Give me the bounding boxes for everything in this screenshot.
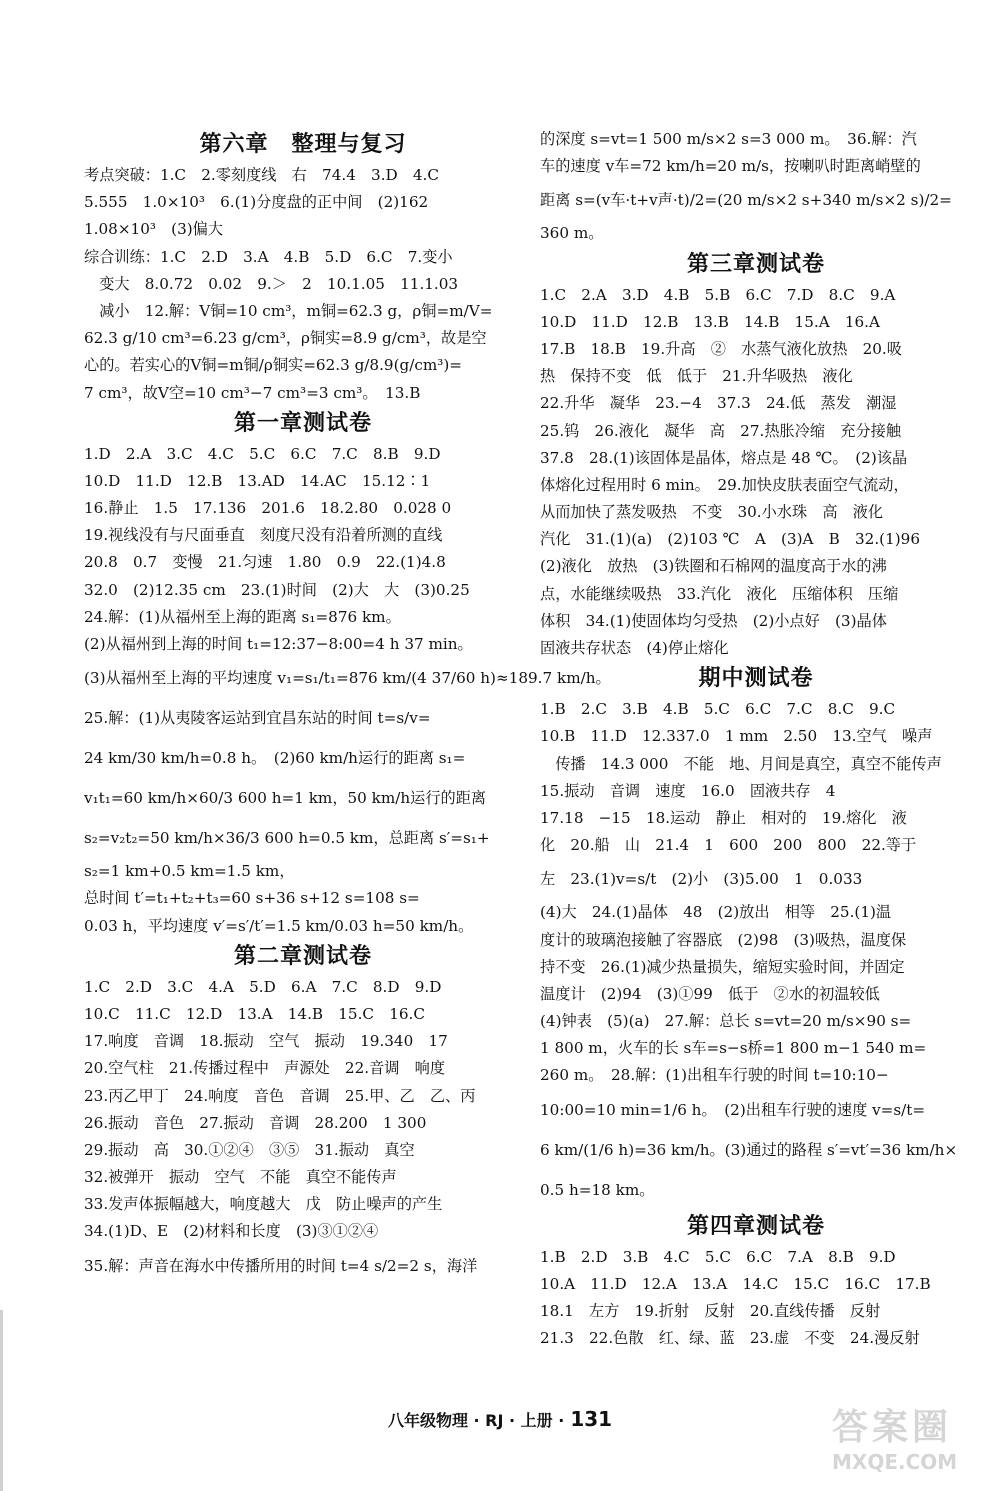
answer-line: 距离 s=(v车·t+v声·t)/2=(20 m/s×2 s+340 m/s×2 s)/2= (540, 191, 952, 210)
answer-line: 20.空气柱 21.传播过程中 声源处 22.音调 响度 (84, 1059, 446, 1078)
answer-line: (2)液化 放热 (3)铁圈和石棉网的温度高于水的沸 (540, 557, 887, 576)
answer-line: 0.03 h，平均速度 v′=s′/t′=1.5 km/0.03 h=50 km/h。 (84, 916, 474, 935)
answer-line: (4)大 24.(1)晶体 48 (2)放出 相等 25.(1)温 (540, 903, 892, 922)
answer-line: 心的。若实心的V铜=m铜/ρ铜实=62.3 g/8.9(g/cm³)= (84, 356, 462, 375)
answer-line: 360 m。 (540, 224, 604, 243)
answer-line: 37.8 28.(1)该固体是晶体，熔点是 48 ℃。 (2)该晶 (540, 448, 908, 467)
answer-line: 10:00=10 min=1/6 h。 (2)出租车行驶的速度 v=s/t= (540, 1100, 926, 1119)
answer-line: 35.解：声音在海水中传播所用的时间 t=4 s/2=2 s，海洋 (84, 1256, 478, 1275)
answer-line: 左 23.(1)v=s/t (2)小 (3)5.00 1 0.033 (540, 870, 863, 889)
answer-line: 温度计 (2)94 (3)①99 低于 ②水的初温较低 (540, 984, 880, 1003)
answer-line: 25.钨 26.液化 凝华 高 27.热胀冷缩 充分接触 (540, 421, 902, 440)
answer-line: 1.B 2.C 3.B 4.B 5.C 6.C 7.C 8.C 9.C (540, 700, 896, 719)
watermark-logo (832, 1399, 982, 1477)
chapter6-answers (84, 162, 522, 407)
chapter2-heading: 第二章测试卷 (233, 943, 372, 969)
answer-line: 化 20.船 山 21.4 1 600 200 800 22.等于 (540, 836, 917, 855)
answer-line: 变大 8.0.72 0.02 9.＞ 2 10.1.05 11.1.03 (84, 274, 459, 293)
answer-line: 10.D 11.D 12.B 13.AD 14.AC 15.12∶1 (84, 471, 431, 490)
answer-line: 16.静止 1.5 17.136 201.6 18.2.80 0.028 0 (84, 499, 452, 518)
answer-line: 的深度 s=vt=1 500 m/s×2 s=3 000 m。 36.解：汽 (540, 130, 917, 148)
chapter1-heading: 第一章测试卷 (233, 410, 372, 436)
answer-line: 33.发声体振幅越大，响度越大 戊 防止噪声的产生 (84, 1195, 443, 1214)
answer-line: 1.08×10³ (3)偏大 (84, 220, 224, 239)
answer-line: 5.555 1.0×10³ 6.(1)分度盘的正中间 (2)162 (84, 193, 429, 212)
answer-line: 10.D 11.D 12.B 13.B 14.B 15.A 16.A (540, 312, 880, 331)
answer-line: 考点突破：1.C 2.零刻度线 右 74.4 3.D 4.C (84, 166, 440, 184)
page-edge-shadow (0, 1310, 3, 1491)
answer-line: 点，水能继续吸热 33.汽化 液化 压缩体积 压缩 (540, 584, 899, 603)
answer-line: (2)从福州到上海的时间 t₁=12:37−8:00=4 h 37 min。 (84, 635, 473, 653)
answer-line: 综合训练：1.C 2.D 3.A 4.B 5.D 6.C 7.变小 (84, 247, 453, 266)
answer-line: 15.振动 音调 速度 16.0 固液共存 4 (540, 781, 836, 800)
answer-line: 62.3 g/10 cm³=6.23 g/cm³，ρ铜实=8.9 g/cm³，故是空 (84, 329, 487, 348)
answer-line: 0.5 h=18 km。 (540, 1180, 655, 1199)
answer-line: 34.(1)D、E (2)材料和长度 (3)③①②④ (84, 1222, 379, 1241)
chapter2-answers (84, 974, 522, 1286)
chapter1-answers (84, 441, 611, 940)
midterm-heading: 期中测试卷 (698, 666, 814, 692)
chapter2-continued (540, 126, 972, 248)
answer-line: 23.丙乙甲丁 24.响度 音色 音调 25.甲、乙 乙、丙 (84, 1086, 476, 1105)
answer-line: 6 km/(1/6 h)=36 km/h。(3)通过的路程 s′=vt′=36 km/h× (540, 1140, 958, 1159)
chapter3-heading: 第三章测试卷 (686, 251, 825, 277)
answer-line: 体积 34.(1)使固体均匀受热 (2)小点好 (3)晶体 (540, 611, 887, 630)
answer-line: 1.C 2.D 3.C 4.A 5.D 6.A 7.C 8.D 9.D (84, 977, 442, 996)
answer-line: v₁t₁=60 km/h×60/3 600 h=1 km，50 km/h运行的距离 (84, 789, 487, 808)
answer-line: 20.8 0.7 变慢 21.匀速 1.80 0.9 22.(1)4.8 (84, 553, 446, 572)
right-column (540, 126, 972, 1352)
answer-line: 1 800 m，火车的长 s车=s−s桥=1 800 m−1 540 m= (540, 1039, 927, 1058)
midterm-answers (540, 696, 972, 1209)
answer-line: 总时间 t′=t₁+t₂+t₃=60 s+36 s+12 s=108 s= (84, 889, 420, 908)
answer-line: 26.振动 音色 27.振动 音调 28.200 1 300 (84, 1113, 427, 1132)
answer-line: 减小 12.解：V铜=10 cm³，m铜=62.3 g，ρ铜=m/V= (84, 301, 493, 320)
answer-line: 10.A 11.D 12.A 13.A 14.C 15.C 16.C 17.B (540, 1274, 931, 1293)
chapter4-heading: 第四章测试卷 (686, 1213, 825, 1239)
answer-line: 25.解：(1)从夷陵客运站到宜昌东站的时间 t=s/v= (84, 709, 431, 728)
answer-line: 260 m。 28.解：(1)出租车行驶的时间 t=10:10− (540, 1066, 889, 1085)
answer-line: 1.B 2.D 3.B 4.C 5.C 6.C 7.A 8.B 9.D (540, 1247, 896, 1266)
answer-line: 21.3 22.色散 红、绿、蓝 23.虚 不变 24.漫反射 (540, 1329, 920, 1348)
watermark-title: 答案圈 (832, 1407, 953, 1448)
answer-line: 1.C 2.A 3.D 4.B 5.B 6.C 7.D 8.C 9.A (540, 285, 896, 304)
answer-line: 10.C 11.C 12.D 13.A 14.B 15.C 16.C (84, 1004, 425, 1023)
answer-line: 体熔化过程用时 6 min。 29.加快皮肤表面空气流动， (540, 475, 909, 494)
answer-line: 从而加快了蒸发吸热 不变 30.小水珠 高 液化 (540, 503, 884, 522)
answer-line: 17.响度 音调 18.振动 空气 振动 19.340 17 (84, 1032, 448, 1051)
answer-line: 22.升华 凝华 23.−4 37.3 24.低 蒸发 潮湿 (540, 394, 897, 413)
chapter3-answers (540, 282, 972, 663)
page-number: 131 (570, 1407, 613, 1431)
answer-line: 18.1 左方 19.折射 反射 20.直线传播 反射 (540, 1302, 881, 1320)
answer-line: 热 保持不变 低 低于 21.升华吸热 液化 (540, 367, 853, 386)
answer-line: 32.被弹开 振动 空气 不能 真空不能传声 (84, 1168, 397, 1187)
answer-line: s₂=1 km+0.5 km=1.5 km， (84, 862, 295, 881)
answer-line: 24 km/30 km/h=0.8 h。 (2)60 km/h运行的距离 s₁= (84, 749, 466, 768)
answer-line: 持不变 26.(1)减少热量损失，缩短实验时间，并固定 (540, 957, 905, 976)
answer-line: (4)钟表 (5)(a) 27.解：总长 s=vt=20 m/s×90 s= (540, 1012, 912, 1031)
answer-line: 7 cm³，故V空=10 cm³−7 cm³=3 cm³。 13.B (84, 383, 421, 402)
answer-line: s₂=v₂t₂=50 km/h×36/3 600 h=0.5 km，总距离 s′=s₁+ (84, 829, 490, 848)
answer-line: 19.视线没有与尺面垂直 刻度尺没有沿着所测的直线 (84, 526, 443, 545)
answer-line: 24.解：(1)从福州至上海的距离 s₁=876 km。 (84, 607, 401, 626)
answer-line: 10.B 11.D 12.337.0 1 mm 2.50 13.空气 噪声 (540, 727, 933, 746)
answer-line: 传播 14.3 000 不能 地、月间是真空，真空不能传声 (540, 754, 942, 773)
answer-line: 汽化 31.(1)(a) (2)103 ℃ A (3)A B 32.(1)96 (540, 530, 920, 549)
answer-line: 固液共存状态 (4)停止熔化 (540, 639, 729, 657)
answer-line: 29.振动 高 30.①②④ ③⑤ 31.振动 真空 (84, 1140, 415, 1159)
answer-line: (3)从福州至上海的平均速度 v₁=s₁/t₁=876 km/(4 37/60 h)≈189.7 km/h。 (84, 669, 611, 688)
chapter4-answers (540, 1244, 972, 1353)
answer-line: 度计的玻璃泡接触了容器底 (2)98 (3)吸热，温度保 (540, 930, 907, 949)
footer-book-title: 八年级物理 · RJ · 上册 · (387, 1411, 565, 1430)
answer-line: 32.0 (2)12.35 cm 23.(1)时间 (2)大 大 (3)0.25 (84, 580, 470, 599)
watermark-url: MXQE.COM (832, 1450, 958, 1474)
chapter6-heading: 第六章 整理与复习 (199, 132, 407, 157)
answer-line: 17.B 18.B 19.升高 ② 水蒸气液化放热 20.吸 (540, 339, 902, 358)
answer-line: 车的速度 v车=72 km/h=20 m/s，按喇叭时距离峭壁的 (540, 157, 921, 176)
answer-line: 1.D 2.A 3.C 4.C 5.C 6.C 7.C 8.B 9.D (84, 444, 441, 463)
answer-line: 17.18 −15 18.运动 静止 相对的 19.熔化 液 (540, 808, 907, 827)
